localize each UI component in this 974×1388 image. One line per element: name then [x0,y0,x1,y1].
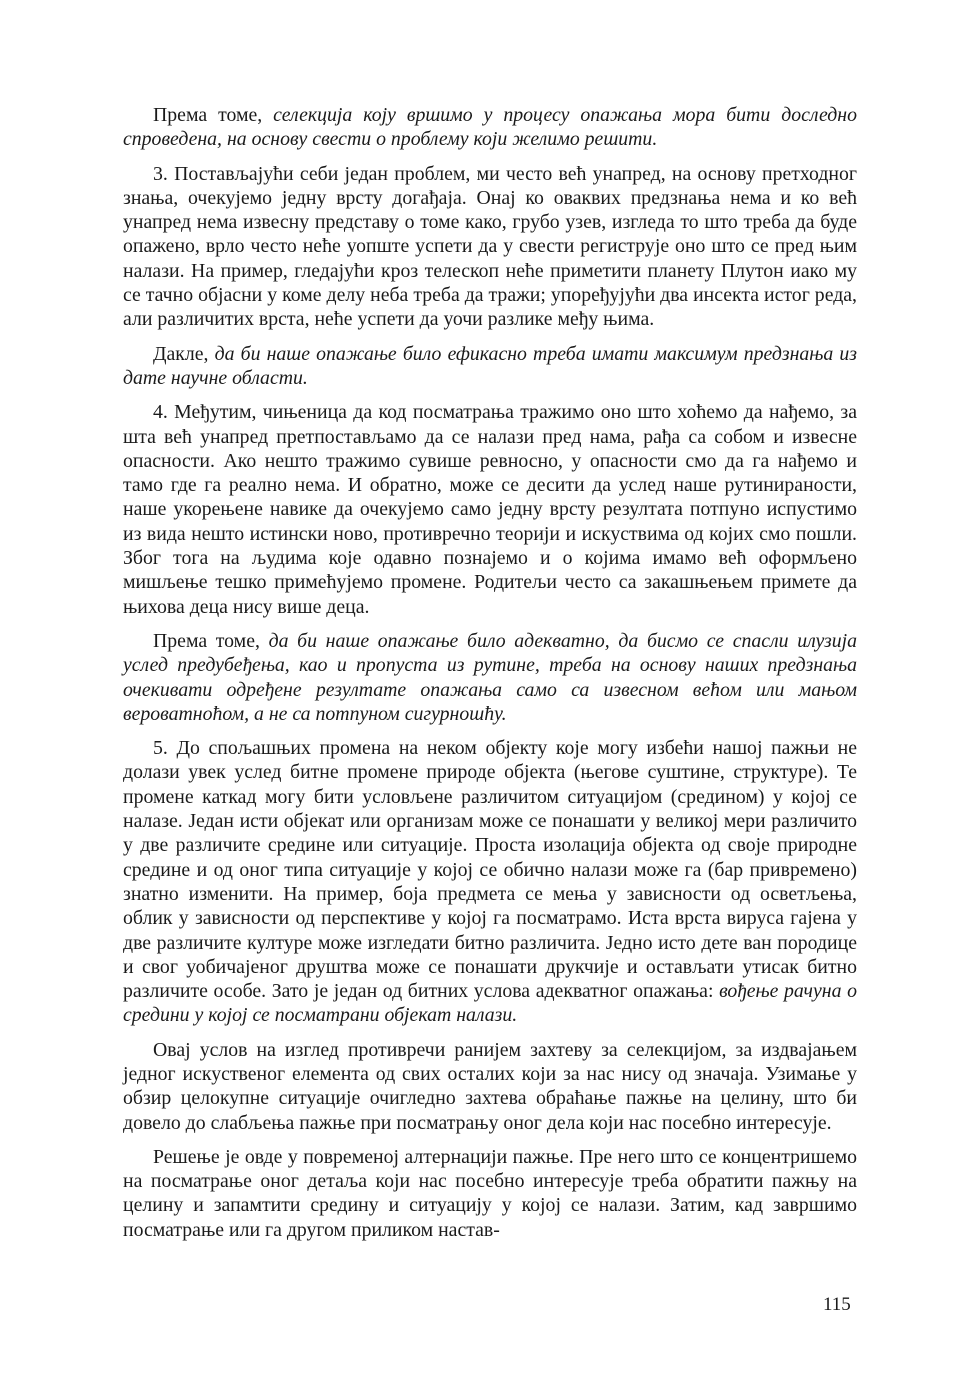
paragraph-1-italic-1: селекција коју вршимо у процесу опажања мора бити доследно спроведена, на основу свести о проблему који желимо решити. [123,104,857,151]
paragraph-8 [123,1145,857,1242]
paragraph-7-text-1: Овај услов на изглед противречи ранијем захтеву за селекцијом, за издвајањем једног искуственог елемента од свих осталих који за нас нису од значаја. Узимање у обзир целокупне ситуације очигледно захтева обраћање пажње на целину, што би довело до слабљења пажње при посматрању оног дела који нас посебно интересује. [123,1038,857,1134]
page-body [123,103,857,1252]
paragraph-1 [123,103,857,152]
paragraph-5 [123,629,857,726]
paragraph-6 [123,736,857,1028]
paragraph-2-text-1: 3. Постављајући себи један проблем, ми често већ унапред, на основу претходног знања, очекујемо једну врсту догађаја. Онај ко оваквих предзнања нема и ко већ унапред нема извесну представу о томе како, грубо узев, изгледа то што треба да буде опажено, врло често неће уопште успети да у свести региструје оно што се пред њим налази. На пример, гледајући кроз телескоп неће приметити планету Плутон иако му се тачно објасни у коме делу неба треба да тражи; упоређујући два инсекта истог реда, али различитих врста, неће успети да уочи разлике међу њима. [123,162,857,331]
paragraph-8-text-1: Решење је овде у повременој алтернацији пажње. Пре него што се концентришемо на посматрање оног детаља који нас посебно интересује треба обратити пажњу на целину и запамтити средину и ситуацију у којој се налази. Затим, кад завршимо посматрање или га другом приликом настав- [123,1145,857,1241]
page-number: 115 [823,1294,851,1315]
paragraph-5-italic-1: да би наше опажање било адекватно, да бисмо се спасли илузија услед предубеђења, као и пропуста из рутине, треба на основу наших предзнања очекивати одређене резултате опажања само са извесном већом или мањом вероватноћом, а не са потпуном сигурношћу. [123,629,858,725]
paragraph-4-text-1: 4. Међутим, чињеница да код посматрања тражимо оно што хоћемо да нађемо, за шта већ унапред претпостављамо да се налази пред нама, рађа са собом и извесне опасности. Ако нешто тражимо сувише ревносно, у опасности смо да га нађемо и тамо где га реално нема. И обратно, може се десити да услед наше рутинираности, наше укорењене навике да очекујемо само једну врсту резултата потпуно испустимо из вида нешто истински ново, противречно теорији и искуствима од којих смо пошли. Због тога на људима које одавно познајемо и о којима имамо већ оформљено мишљење тешко примећујемо промене. Родитељи често са закашњењем примете да њихова деца нису више деца. [123,401,857,618]
paragraph-7 [123,1038,857,1135]
paragraph-3-text-1: Дакле, [153,342,215,365]
paragraph-3-italic-1: да би наше опажање било ефикасно треба имати максимум предзнања из дате научне области. [123,342,857,389]
paragraph-5-text-1: Према томе, [153,629,269,652]
paragraph-6-italic-1: вођење рачуна о средини у којој се посматрани објекат налази. [123,980,857,1027]
paragraph-1-text-1: Према томе, [153,104,274,126]
paragraph-2 [123,162,857,332]
paragraph-4 [123,400,857,619]
paragraph-6-text-1: 5. До спољашњих промена на неком објекту које могу избећи нашој пажњи не долази увек услед битне промене природе објекта (његове суштине, структуре). Те промене каткад могу бити условљене различитом ситуацијом (средином) у којој се налазе. Један исти објекат или организам може се понашати у великој мери различито у две различите средине или ситуације. Проста изолација објекта од своје природне средине и од оног типа ситуације у којој се обично налази може га (бар привремено) знатно изменити. На пример, боја предмета се мења у зависности од осветљења, облик у зависности од перспективе у којој га посматрамо. Иста врста вируса гајена у две различите културе може изгледати битно различита. Једно исто дете ван породице и свог уобичајеног друштва може се понашати друкчије и остављати утисак битно различите особе. Зато је један од битних услова адекватног опажања: [123,737,857,1003]
paragraph-3 [123,342,857,391]
